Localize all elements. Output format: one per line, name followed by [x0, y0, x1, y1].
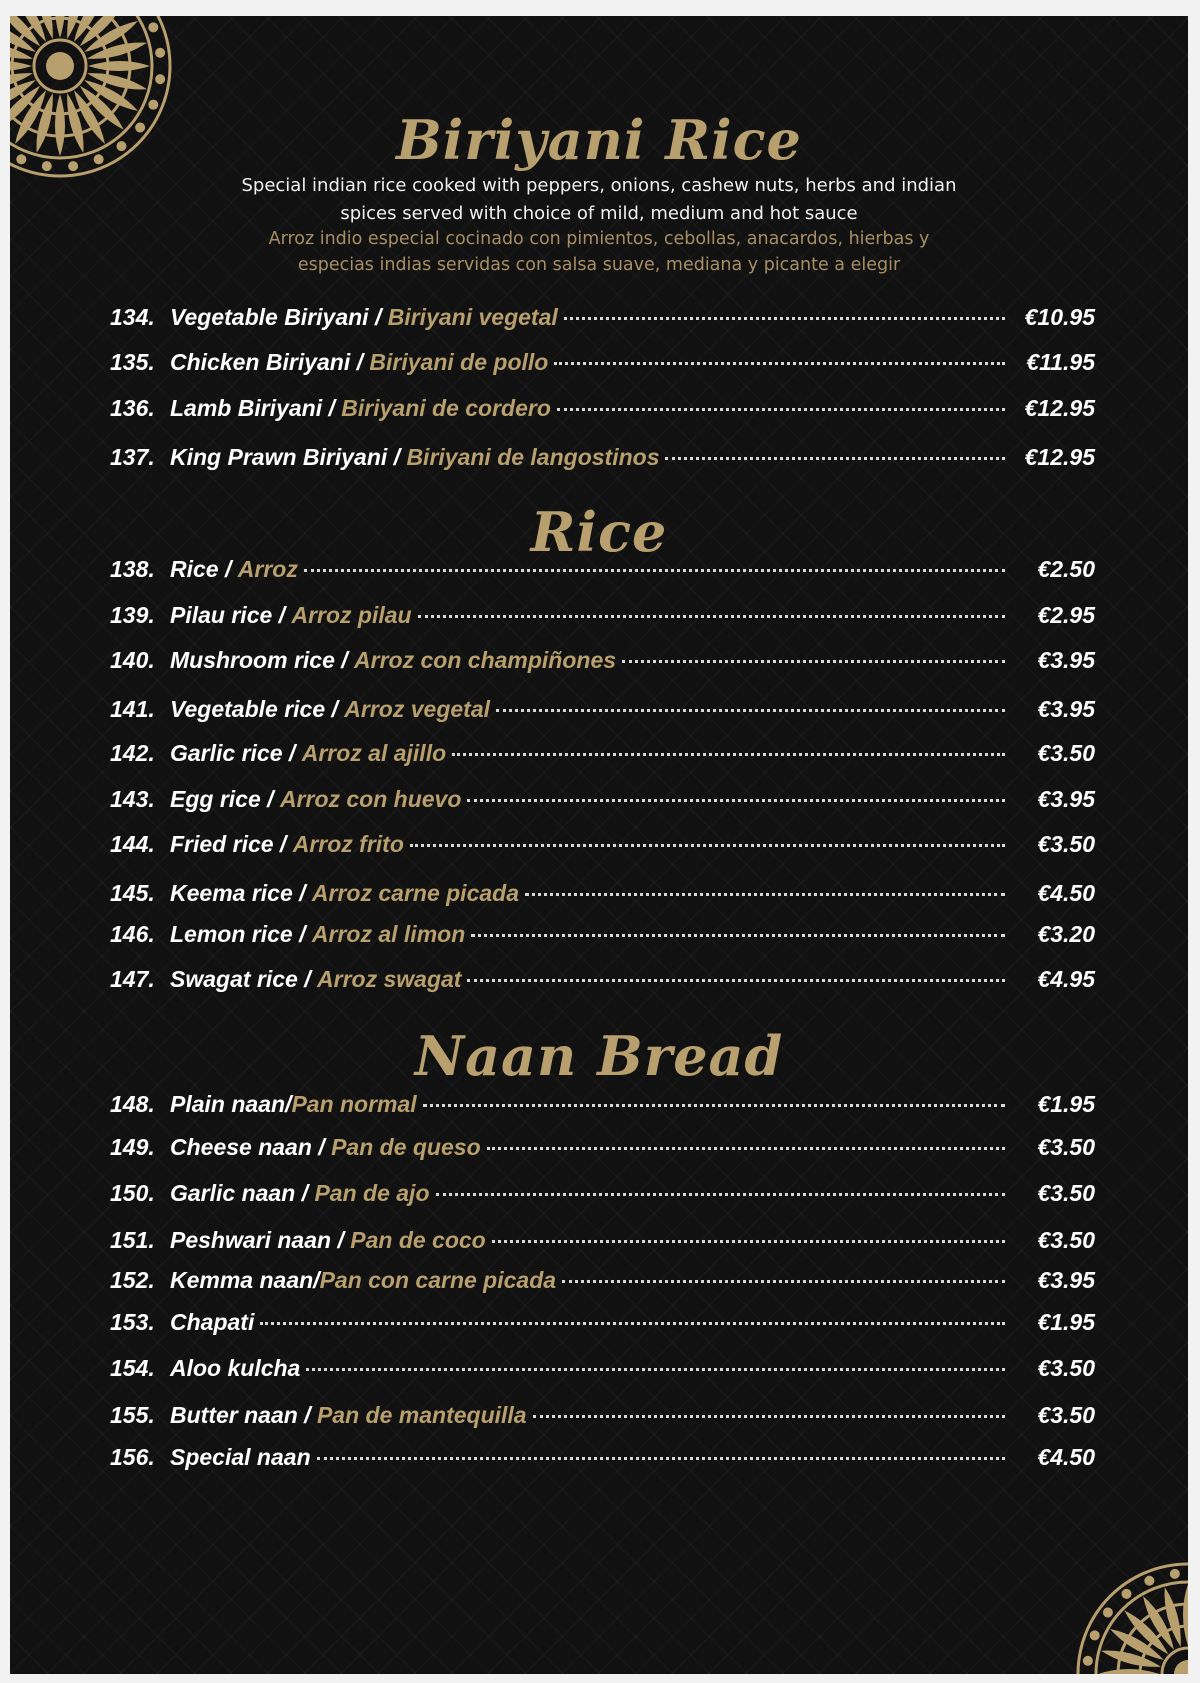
dot-leader: [622, 660, 1005, 663]
item-name-es: Arroz vegetal: [344, 696, 491, 722]
menu-item-row: [110, 647, 1095, 681]
item-name: Vegetable rice: [170, 696, 326, 722]
item-price: €3.50: [1037, 831, 1095, 857]
item-number: 145.: [110, 880, 155, 906]
item-price: €2.50: [1037, 556, 1095, 582]
item-name-es: Pan de mantequilla: [316, 1402, 527, 1428]
item-number: 139.: [110, 602, 155, 628]
dot-leader: [423, 1104, 1005, 1107]
item-number: 138.: [110, 556, 155, 582]
item-price: €3.50: [1037, 1134, 1095, 1160]
item-price: €3.50: [1037, 1180, 1095, 1206]
section-title-biriyani: Biriyani Rice: [396, 108, 802, 172]
menu-item-row: [110, 1180, 1095, 1214]
item-number: 146.: [110, 921, 155, 947]
menu-item-row: [110, 786, 1095, 820]
item-number: 144.: [110, 831, 155, 857]
item-separator: /: [322, 395, 342, 421]
item-separator: /: [368, 304, 388, 330]
item-separator: /: [272, 602, 292, 628]
item-number: 156.: [110, 1444, 155, 1470]
item-name: Peshwari naan: [170, 1227, 332, 1253]
item-separator: /: [260, 786, 280, 812]
item-separator: /: [387, 444, 407, 470]
item-price: €12.95: [1024, 395, 1095, 421]
menu-item-row: [110, 1444, 1095, 1478]
item-name: Rice: [170, 556, 219, 582]
mandala-ornament-icon: [1068, 1554, 1188, 1674]
menu-page: [10, 16, 1188, 1674]
item-name: Lamb Biriyani: [170, 395, 323, 421]
biriyani-description-en: Special indian rice cooked with peppers, onions, cashew nuts, herbs and indian spices served with choice of mild, medium and hot sauce: [241, 175, 957, 224]
item-name-es: Pan de ajo: [314, 1180, 430, 1206]
dot-leader: [418, 615, 1005, 618]
item-name-es: Arroz: [237, 556, 298, 582]
item-price: €3.50: [1037, 1227, 1095, 1253]
item-name: King Prawn Biriyani: [170, 444, 388, 470]
item-number: 142.: [110, 740, 155, 766]
dot-leader: [487, 1147, 1005, 1150]
item-name-es: Pan de queso: [331, 1134, 481, 1160]
dot-leader: [564, 317, 1005, 320]
item-separator: /: [285, 1091, 292, 1117]
dot-leader: [467, 979, 1005, 982]
item-name-es: Arroz frito: [292, 831, 404, 857]
item-name-es: Arroz carne picada: [311, 880, 520, 906]
item-name: Garlic naan: [170, 1180, 296, 1206]
item-name-es: Arroz swagat: [317, 966, 462, 992]
item-price: €3.95: [1037, 647, 1095, 673]
item-name-es: Biriyani de cordero: [341, 395, 551, 421]
item-number: 153.: [110, 1309, 155, 1335]
item-name: Lemon rice: [170, 921, 293, 947]
item-separator: /: [292, 921, 312, 947]
dot-leader: [665, 457, 1005, 460]
item-price: €1.95: [1037, 1091, 1095, 1117]
item-name: Chapati: [170, 1309, 255, 1335]
item-separator: /: [297, 966, 318, 992]
menu-item-row: [110, 1402, 1095, 1436]
item-name: Special naan: [170, 1444, 311, 1470]
menu-item-row: [110, 444, 1095, 478]
item-number: 137.: [110, 444, 155, 470]
menu-item-row: [110, 921, 1095, 955]
item-number: 134.: [110, 304, 155, 330]
dot-leader: [317, 1457, 1005, 1460]
dot-leader: [557, 408, 1005, 411]
item-number: 152.: [110, 1267, 155, 1293]
item-name-es: Arroz con huevo: [279, 786, 462, 812]
menu-item-row: [110, 1267, 1095, 1301]
item-number: 147.: [110, 966, 155, 992]
item-name-es: Arroz al ajillo: [301, 740, 447, 766]
item-separator: /: [282, 740, 302, 766]
item-name: Chicken Biriyani: [170, 349, 351, 375]
menu-item-row: [110, 1355, 1095, 1389]
item-number: 150.: [110, 1180, 155, 1206]
menu-item-row: [110, 1091, 1095, 1125]
dot-leader: [525, 893, 1005, 896]
item-price: €10.95: [1024, 304, 1095, 330]
item-name: Keema rice: [170, 880, 293, 906]
item-price: €11.95: [1026, 349, 1095, 375]
item-price: €4.50: [1037, 880, 1095, 906]
item-number: 140.: [110, 647, 155, 673]
item-name: Egg rice: [170, 786, 261, 812]
dot-leader: [562, 1280, 1005, 1283]
item-number: 136.: [110, 395, 155, 421]
item-separator: /: [311, 1134, 332, 1160]
item-name-es: Biriyani de pollo: [369, 349, 549, 375]
dot-leader: [533, 1415, 1005, 1418]
menu-item-row: [110, 1309, 1095, 1343]
item-separator: /: [350, 349, 370, 375]
dot-leader: [496, 709, 1005, 712]
menu-item-row: [110, 304, 1095, 338]
item-separator: /: [313, 1267, 320, 1293]
menu-item-row: [110, 740, 1095, 774]
item-price: €3.20: [1037, 921, 1095, 947]
item-number: 155.: [110, 1402, 155, 1428]
item-price: €2.95: [1037, 602, 1095, 628]
dot-leader: [452, 753, 1005, 756]
menu-item-row: [110, 602, 1095, 636]
menu-item-row: [110, 966, 1095, 1000]
item-name: Mushroom rice: [170, 647, 335, 673]
item-name: Garlic rice: [170, 740, 283, 766]
biriyani-description-es: Arroz indio especial cocinado con pimientos, cebollas, anacardos, hierbas y especias indias servidas con salsa suave, mediana y picante a elegir: [268, 229, 930, 275]
menu-item-row: [110, 1227, 1095, 1261]
item-separator: /: [331, 1227, 351, 1253]
section-title-naan: Naan Bread: [414, 1024, 784, 1088]
dot-leader: [554, 362, 1005, 365]
item-name-es: Pan normal: [291, 1091, 417, 1117]
item-name-es: Biriyani vegetal: [387, 304, 558, 330]
item-price: €3.95: [1037, 786, 1095, 812]
dot-leader: [436, 1193, 1006, 1196]
item-separator: /: [295, 1180, 315, 1206]
item-name: Vegetable Biriyani: [170, 304, 369, 330]
item-separator: /: [292, 880, 312, 906]
item-name: Swagat rice: [170, 966, 298, 992]
item-name: Cheese naan: [170, 1134, 312, 1160]
item-price: €12.95: [1024, 444, 1095, 470]
item-name-es: Biriyani de langostinos: [406, 444, 660, 470]
section-title-rice: Rice: [530, 500, 668, 564]
item-name: Aloo kulcha: [170, 1355, 301, 1381]
dot-leader: [304, 569, 1005, 572]
menu-item-row: [110, 880, 1095, 914]
item-name-es: Arroz al limon: [311, 921, 466, 947]
menu-item-row: [110, 395, 1095, 429]
item-price: €3.50: [1037, 1355, 1095, 1381]
item-number: 143.: [110, 786, 155, 812]
item-number: 148.: [110, 1091, 155, 1117]
menu-item-row: [110, 556, 1095, 590]
item-name-es: Pan de coco: [350, 1227, 486, 1253]
menu-item-row: [110, 696, 1095, 730]
item-separator: /: [297, 1402, 317, 1428]
item-name: Pilau rice: [170, 602, 273, 628]
dot-leader: [306, 1368, 1005, 1371]
item-number: 135.: [110, 349, 155, 375]
dot-leader: [471, 934, 1005, 937]
item-price: €4.50: [1037, 1444, 1095, 1470]
item-name: Plain naan: [170, 1091, 286, 1117]
dot-leader: [410, 844, 1005, 847]
item-name: Kemma naan: [170, 1267, 314, 1293]
item-separator: /: [325, 696, 345, 722]
item-separator: /: [218, 556, 238, 582]
item-price: €1.95: [1037, 1309, 1095, 1335]
dot-leader: [467, 799, 1005, 802]
item-number: 151.: [110, 1227, 155, 1253]
item-separator: /: [273, 831, 293, 857]
item-price: €3.50: [1037, 1402, 1095, 1428]
item-number: 141.: [110, 696, 155, 722]
item-name: Fried rice: [170, 831, 274, 857]
item-name: Butter naan: [170, 1402, 298, 1428]
menu-item-row: [110, 1134, 1095, 1168]
item-number: 154.: [110, 1355, 155, 1381]
item-price: €3.50: [1037, 740, 1095, 766]
item-price: €3.95: [1037, 696, 1095, 722]
item-name-es: Arroz con champiñones: [354, 647, 617, 673]
menu-item-row: [110, 831, 1095, 865]
dot-leader: [260, 1322, 1005, 1325]
item-number: 149.: [110, 1134, 155, 1160]
item-name-es: Arroz pilau: [291, 602, 412, 628]
menu-item-row: [110, 349, 1095, 383]
item-price: €3.95: [1037, 1267, 1095, 1293]
item-name-es: Pan con carne picada: [319, 1267, 557, 1293]
item-separator: /: [334, 647, 355, 673]
item-price: €4.95: [1037, 966, 1095, 992]
dot-leader: [492, 1240, 1005, 1243]
